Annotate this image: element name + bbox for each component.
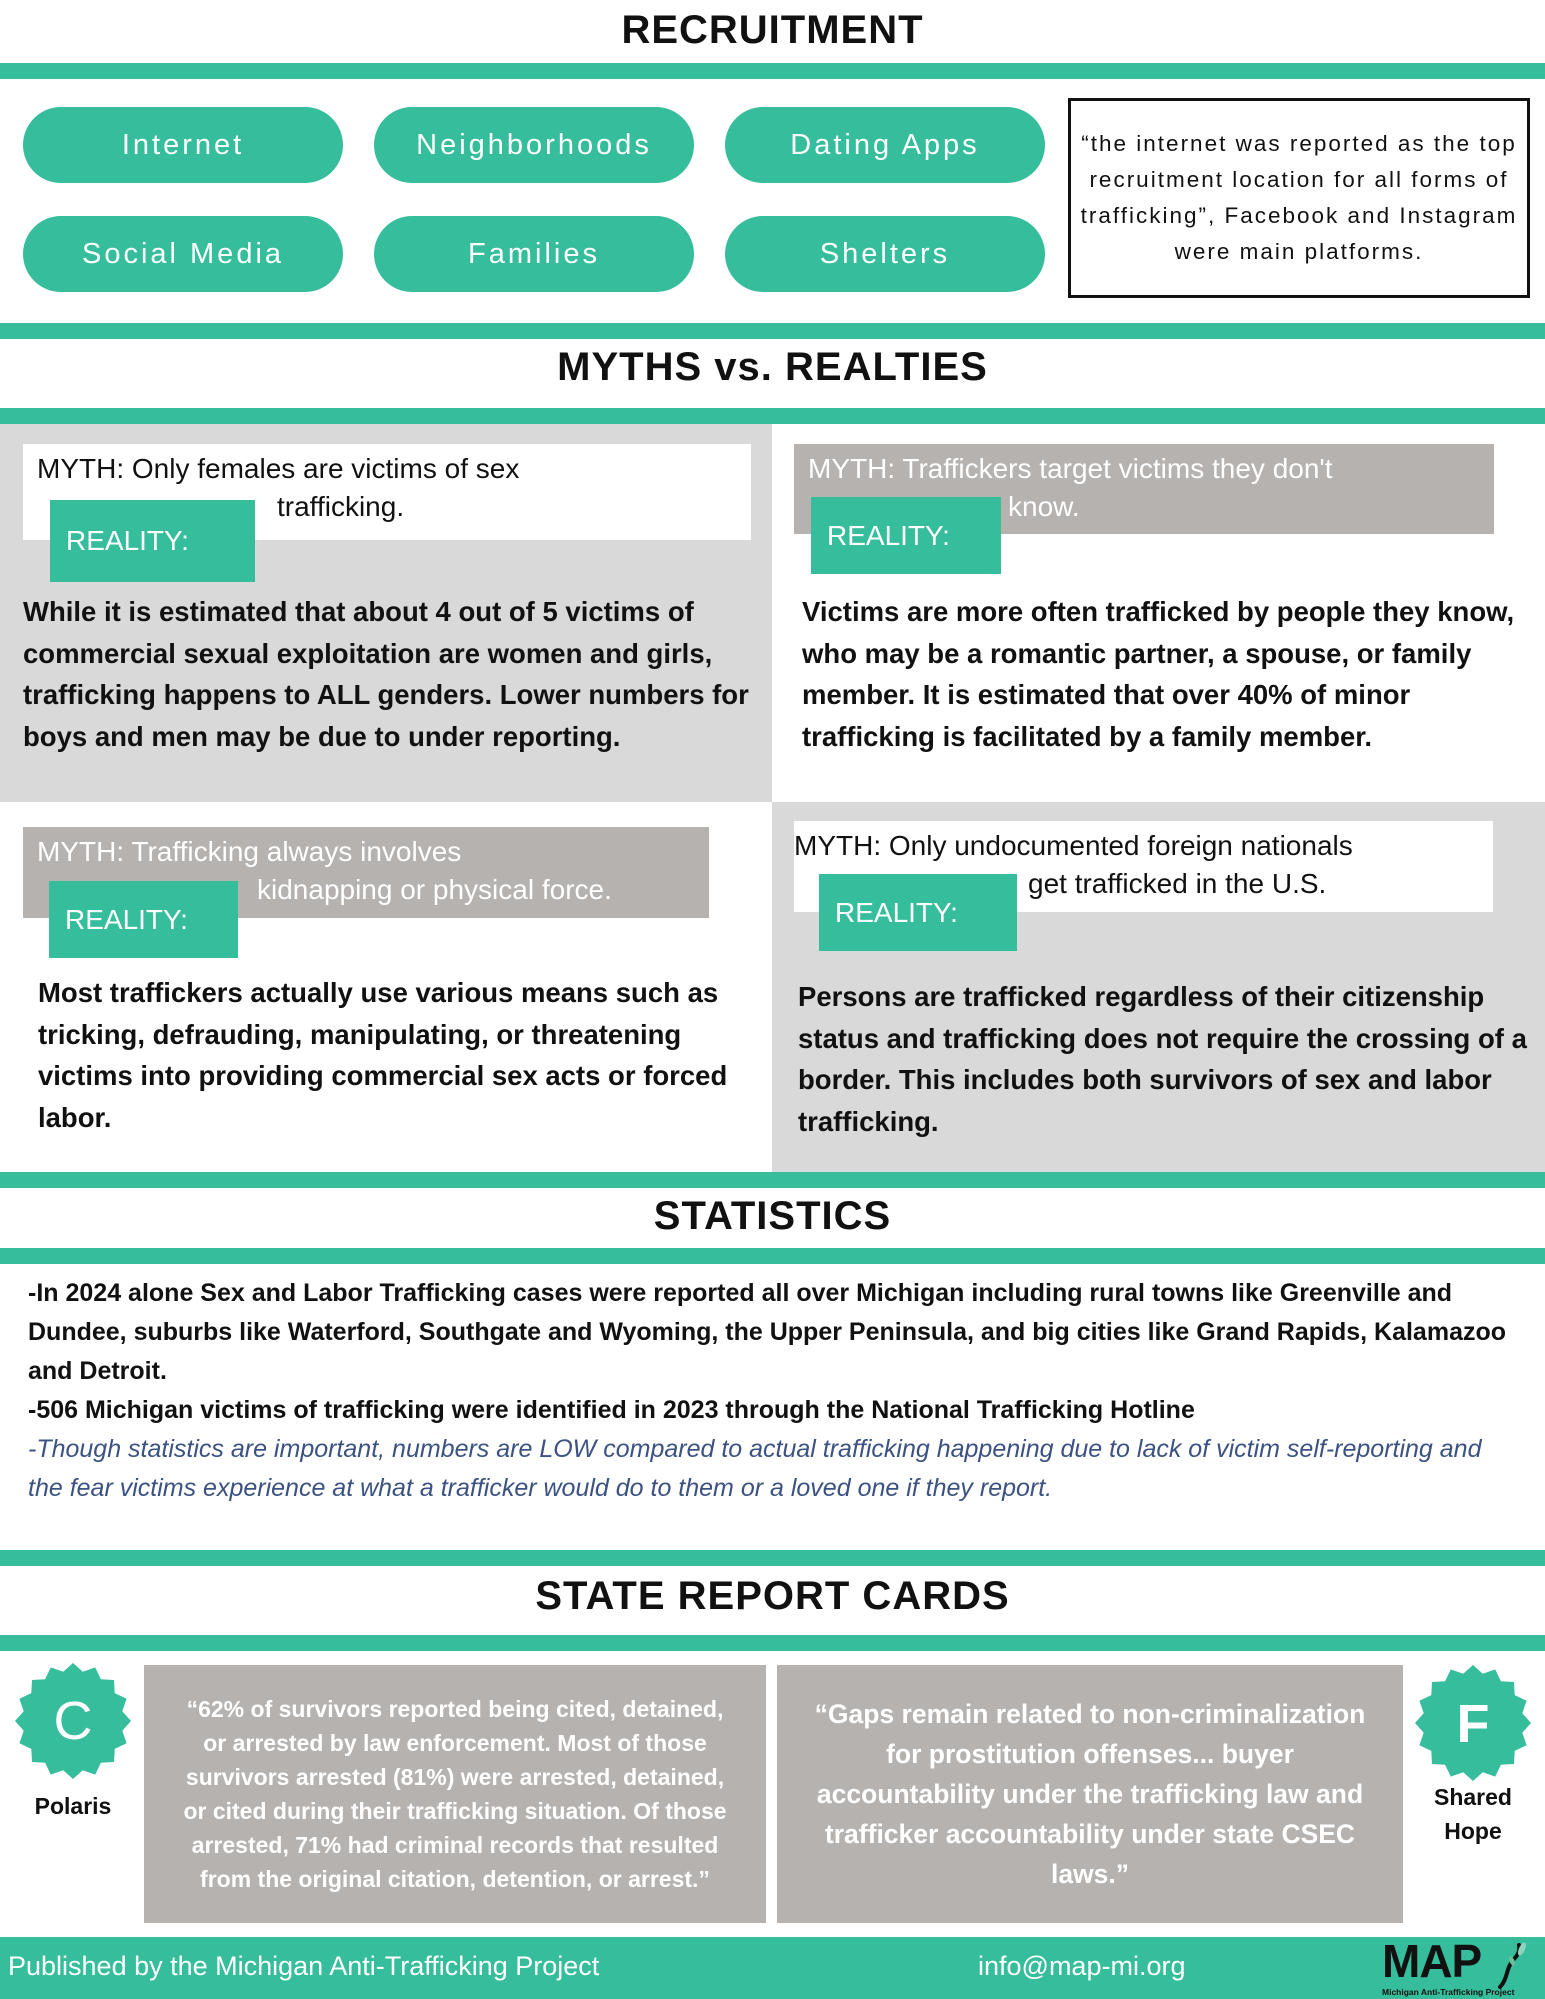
myth-4-line2: get trafficked in the U.S. <box>1028 868 1327 899</box>
reality-label-2: REALITY: <box>811 497 1001 574</box>
divider <box>0 1248 1545 1264</box>
reality-label-4: REALITY: <box>819 874 1017 951</box>
myth-2-line1: MYTH: Traffickers target victims they don't <box>808 453 1333 484</box>
shared-hope-quote: “Gaps remain related to non-criminalization for prostitution offenses... buyer accountability under the trafficking law and trafficker accountability under state CSEC laws.” <box>814 1699 1366 1889</box>
polaris-quote-card <box>144 1665 766 1923</box>
contact-email[interactable]: info@map-mi.org <box>978 1951 1186 1981</box>
location-pill-neighborhoods: Neighborhoods <box>374 107 694 183</box>
reality-label-1: REALITY: <box>50 500 255 582</box>
shared-hope-label-line1: Shared <box>1434 1784 1512 1810</box>
myth-1-reality: While it is estimated that about 4 out of 5 victims of commercial sexual exploitation are women and girls, trafficking happens to ALL genders. Lower numbers for boys and men may be due to under reporting. <box>23 596 749 752</box>
reality-label-3: REALITY: <box>49 881 238 958</box>
report-cards-title: STATE REPORT CARDS <box>535 1574 1010 1618</box>
shared-hope-label-line2: Hope <box>1444 1818 1502 1844</box>
myth-2-reality: Victims are more often trafficked by people they know, who may be a romantic partner, a spouse, or family member. It is estimated that over 40% of minor trafficking is facilitated by a family member. <box>802 596 1515 752</box>
polaris-label: Polaris <box>34 1793 112 1819</box>
statistics-list <box>28 1274 1518 1508</box>
map-logo-text: MAP <box>1382 1935 1482 1987</box>
publisher-text: Published by the Michigan Anti-Trafficking Project <box>8 1951 600 1981</box>
myth-3-line2: kidnapping or physical force. <box>257 874 612 905</box>
location-pill-families: Families <box>374 216 694 292</box>
map-logo <box>1382 1935 1537 1997</box>
grade-c-star-icon <box>14 1662 132 1780</box>
shared-hope-label <box>1414 1780 1532 1848</box>
divider <box>0 323 1545 339</box>
footer <box>0 1937 1545 1999</box>
location-pill-internet: Internet <box>23 107 343 183</box>
myth-4-reality: Persons are trafficked regardless of their citizenship status and trafficking does not require the crossing of a border. This includes both survivors of sex and labor trafficking. <box>798 981 1527 1137</box>
polaris-quote: “62% of survivors reported being cited, detained, or arrested by law enforcement. Most of those survivors arrested (81%) were arrested, detained, or cited during their trafficking situation. Of those arrested, 71% had criminal records that resulted from the original citation, detention, or arrest.” <box>183 1696 727 1892</box>
recruitment-quote <box>1068 98 1530 298</box>
divider <box>0 63 1545 79</box>
map-logo-subtitle: Michigan Anti-Trafficking Project <box>1382 1987 1515 1997</box>
stat-note: -Though statistics are important, numbers are LOW compared to actual trafficking happening due to lack of victim self-reporting and the fear victims experience at what a trafficker would do to them or a loved one if they report. <box>28 1435 1482 1502</box>
recruitment-quote-text: “the internet was reported as the top recruitment location for all forms of trafficking”, Facebook and Instagram were main platforms. <box>1080 131 1518 264</box>
location-pill-dating-apps: Dating Apps <box>725 107 1045 183</box>
stat-item-2: -506 Michigan victims of trafficking were identified in 2023 through the National Trafficking Hotline <box>28 1396 1195 1424</box>
divider <box>0 1550 1545 1566</box>
branch-leaf-icon <box>1494 1941 1534 1989</box>
myth-3-reality: Most traffickers actually use various means such as tricking, defrauding, manipulating, or threatening victims into providing commercial sex acts or forced labor. <box>38 977 728 1133</box>
divider <box>0 408 1545 424</box>
myth-4-line1: MYTH: Only undocumented foreign nationals <box>794 830 1353 861</box>
recruitment-title: RECRUITMENT <box>621 8 924 52</box>
grade-f-star-icon <box>1414 1664 1532 1782</box>
divider <box>0 1172 1545 1188</box>
grade-f: F <box>1456 1694 1490 1754</box>
myth-1-line2: trafficking. <box>277 491 405 522</box>
myth-2-line2: know. <box>1008 491 1080 522</box>
stat-item-1: -In 2024 alone Sex and Labor Trafficking cases were reported all over Michigan including rural towns like Greenville and Dundee, suburbs like Waterford, Southgate and Wyoming, the Upper Peninsula, and big cities like Grand Rapids, Kalamazoo and Detroit. <box>28 1279 1507 1385</box>
location-pill-social-media: Social Media <box>23 216 343 292</box>
myth-3-line1: MYTH: Trafficking always involves <box>37 836 462 867</box>
location-pill-shelters: Shelters <box>725 216 1045 292</box>
myth-1-line1: MYTH: Only females are victims of sex <box>37 453 520 484</box>
myths-title: MYTHS vs. REALTIES <box>557 345 988 389</box>
shared-hope-quote-card <box>777 1665 1403 1923</box>
statistics-title: STATISTICS <box>653 1194 892 1238</box>
divider <box>0 1635 1545 1651</box>
grade-c: C <box>53 1691 93 1751</box>
